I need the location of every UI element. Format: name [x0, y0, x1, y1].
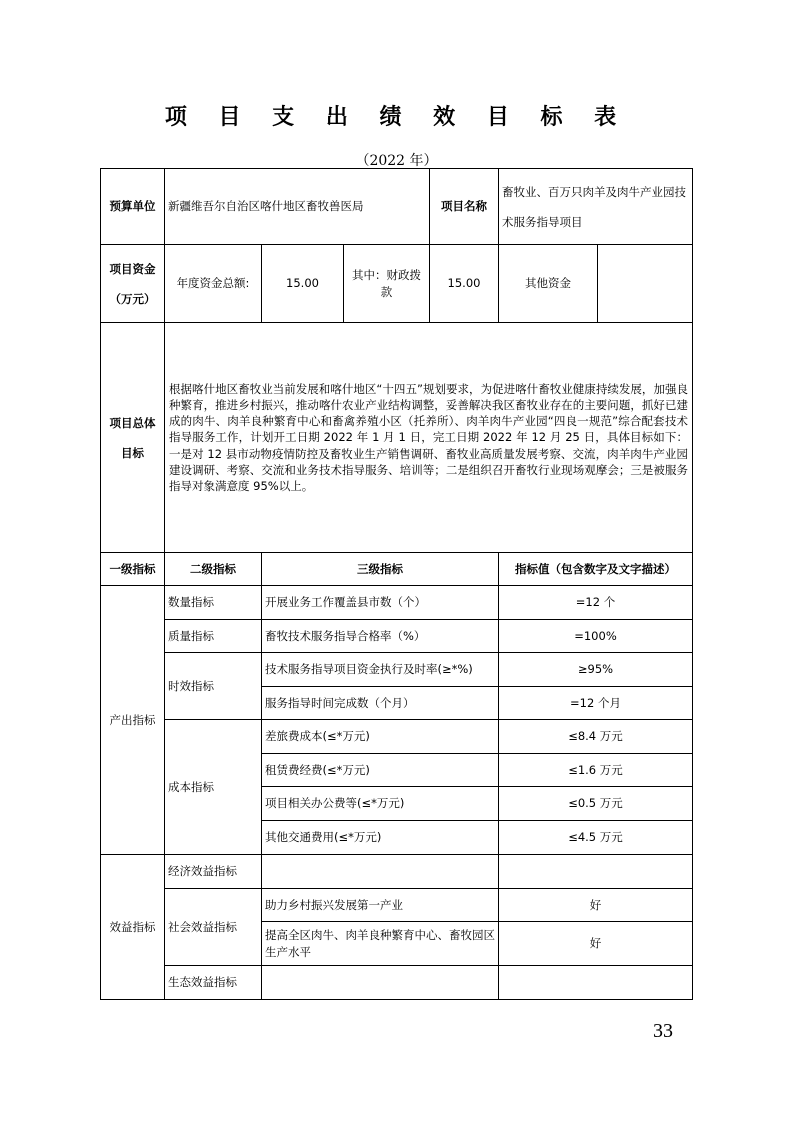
indicator-name: 项目相关办公费等(≤*万元) — [262, 787, 499, 821]
economic-indicator-label: 经济效益指标 — [165, 855, 262, 889]
ecological-indicator-label: 生态效益指标 — [165, 966, 262, 1000]
funds-label — [101, 245, 165, 323]
indicator-name: 助力乡村振兴发展第一产业 — [262, 889, 499, 922]
output-indicator-label: 产出指标 — [101, 586, 165, 855]
funds-row — [101, 245, 693, 323]
quantity-indicator-label: 数量指标 — [165, 586, 262, 620]
indicator-name: 提高全区肉牛、肉羊良种繁育中心、畜牧园区生产水平 — [262, 922, 499, 966]
indicator-name — [262, 966, 499, 1000]
indicator-value: ≤4.5 万元 — [499, 821, 693, 855]
budget-unit-value: 新疆维吾尔自治区喀什地区畜牧兽医局 — [165, 169, 430, 245]
col-header-level2: 二级指标 — [165, 553, 262, 586]
indicator-name — [262, 855, 499, 889]
table-row — [101, 620, 693, 653]
quality-indicator-label: 质量指标 — [165, 620, 262, 653]
other-funds-label: 其他资金 — [499, 245, 598, 323]
project-name-value: 畜牧业、百万只肉羊及肉牛产业园技术服务指导项目 — [499, 169, 693, 245]
indicator-value: ≤1.6 万元 — [499, 754, 693, 787]
table-row — [101, 586, 693, 620]
project-name-label: 项目名称 — [430, 169, 499, 245]
column-header-row — [101, 553, 693, 586]
annual-total-value: 15.00 — [262, 245, 344, 323]
overall-goal-text: 根据喀什地区畜牧业当前发展和喀什地区“十四五”规划要求，为促进喀什畜牧业健康持续发展，加强良种繁育，推进乡村振兴，推动喀什农业产业结构调整，妥善解决我区畜牧业存在的主要问题，抓好已建成的肉牛、肉羊良种繁育中心和畜禽养殖小区（托养所）、肉羊肉牛产业园“四良一规范”综合配套技术指导服务工作，计划开工日期 2022 年 1 月 1 日，完工日期 2022 年 12 月 25 日，具体目标如下：一是对 12 县市动物疫情防控及畜牧业生产销售调研、畜牧业高质量发展考察、交流，肉羊肉牛产业园建设调研、考察、交流和业务技术指导服务、培训等；二是组织召开畜牧行业现场观摩会；三是被服务指导对象满意度 95%以上。 — [165, 323, 693, 553]
indicator-name: 开展业务工作覆盖县市数（个） — [262, 586, 499, 620]
indicator-value — [499, 855, 693, 889]
col-header-level1: 一级指标 — [101, 553, 165, 586]
annual-total-label: 年度资金总额: — [165, 245, 262, 323]
page-number: 33 — [653, 1020, 673, 1042]
funds-label-line2: （万元） — [109, 291, 156, 306]
page-title: 项 目 支 出 绩 效 目 标 表 — [164, 105, 629, 130]
table-row — [101, 889, 693, 922]
indicator-value: =100% — [499, 620, 693, 653]
indicator-value: =12 个 — [499, 586, 693, 620]
indicator-name: 租赁费经费(≤*万元) — [262, 754, 499, 787]
indicator-value — [499, 966, 693, 1000]
indicator-value: ≤0.5 万元 — [499, 787, 693, 821]
table-row — [101, 966, 693, 1000]
performance-table — [100, 168, 693, 1000]
other-funds-value — [598, 245, 693, 323]
col-header-level3: 三级指标 — [262, 553, 499, 586]
indicator-value: 好 — [499, 889, 693, 922]
indicator-name: 服务指导时间完成数（个月） — [262, 687, 499, 720]
table-row — [101, 855, 693, 889]
year-label: （2022 年） — [355, 153, 438, 169]
indicator-name: 其他交通费用(≤*万元) — [262, 821, 499, 855]
timeliness-indicator-label: 时效指标 — [165, 653, 262, 720]
social-indicator-label: 社会效益指标 — [165, 889, 262, 966]
fiscal-value: 15.00 — [430, 245, 499, 323]
benefit-indicator-label: 效益指标 — [101, 855, 165, 1000]
indicator-value: ≤8.4 万元 — [499, 720, 693, 754]
cost-indicator-label: 成本指标 — [165, 720, 262, 855]
overall-goal-label: 项目总体目标 — [101, 323, 165, 553]
indicator-value: ≥95% — [499, 653, 693, 687]
overall-goal-row — [101, 323, 693, 553]
indicator-name: 畜牧技术服务指导合格率（%） — [262, 620, 499, 653]
table-row — [101, 653, 693, 687]
indicator-value: =12 个月 — [499, 687, 693, 720]
budget-unit-label: 预算单位 — [101, 169, 165, 245]
funds-label-line1: 项目资金 — [109, 261, 156, 276]
indicator-name: 技术服务指导项目资金执行及时率(≥*%) — [262, 653, 499, 687]
fiscal-label: 其中：财政拨款 — [344, 245, 430, 323]
indicator-value: 好 — [499, 922, 693, 966]
indicator-name: 差旅费成本(≤*万元) — [262, 720, 499, 754]
col-header-value: 指标值（包含数字及文字描述） — [499, 553, 693, 586]
table-row — [101, 720, 693, 754]
budget-unit-row — [101, 169, 693, 245]
